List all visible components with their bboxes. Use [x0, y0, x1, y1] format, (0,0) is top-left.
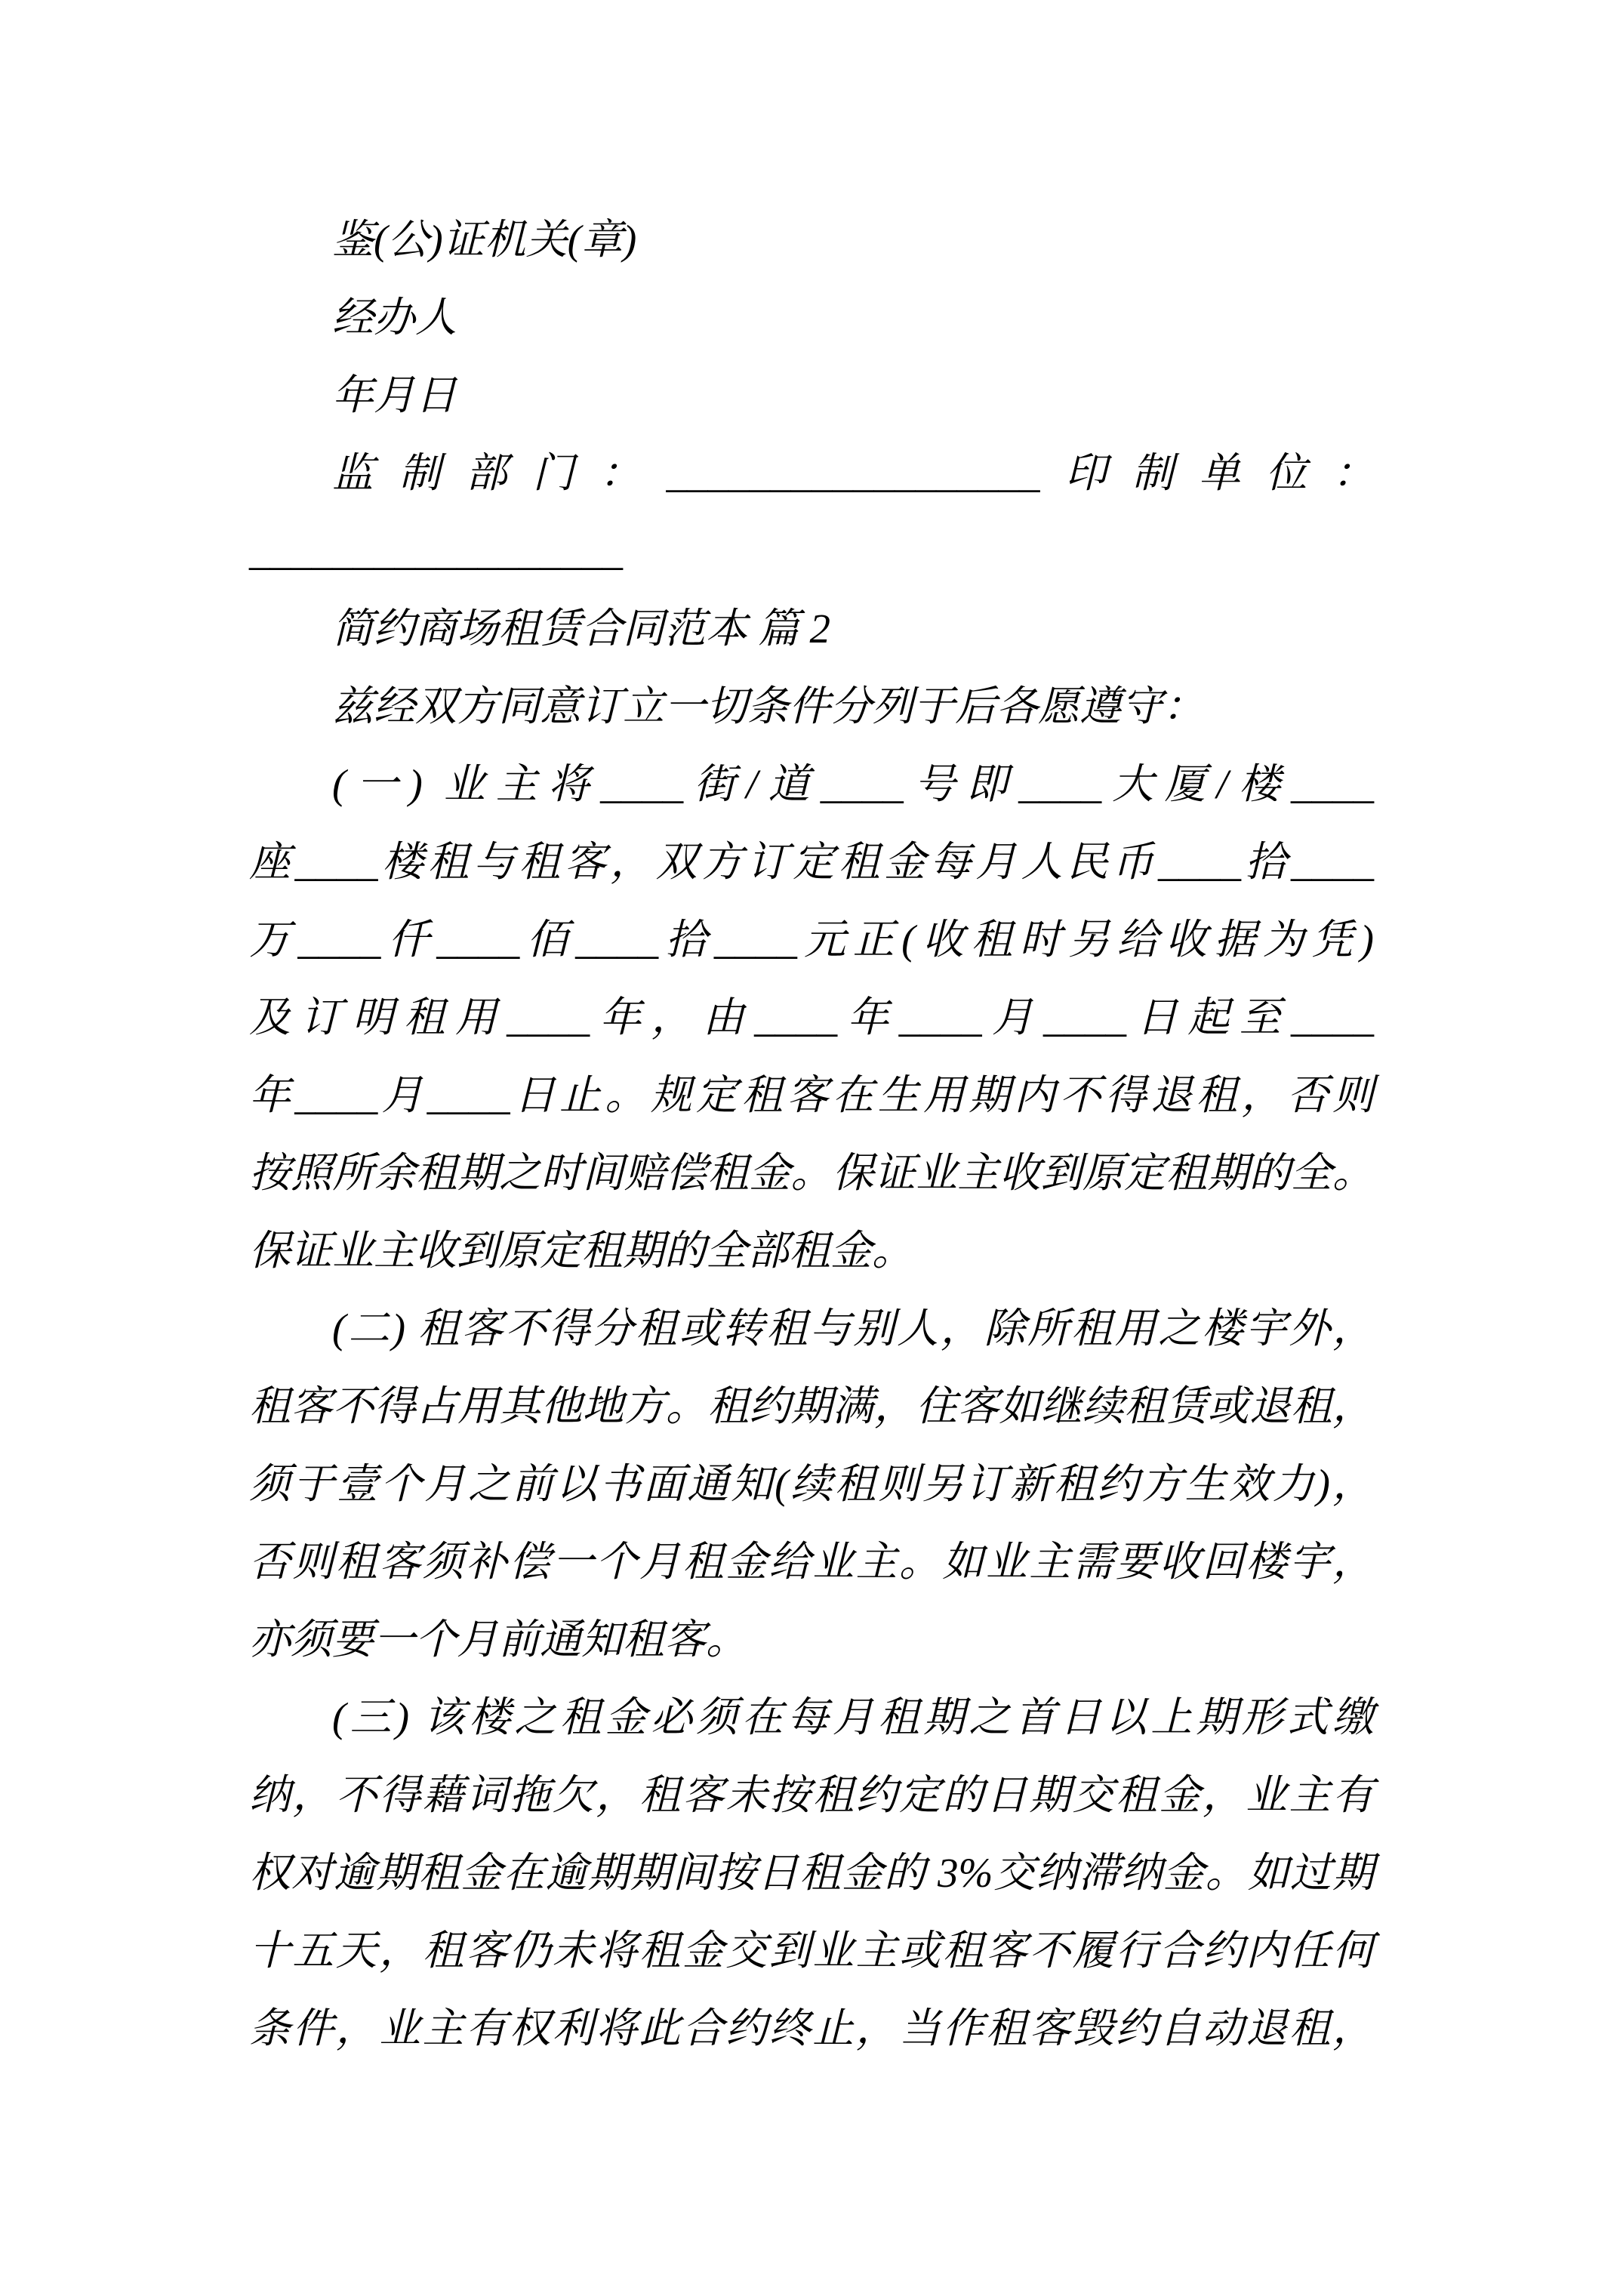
line-clause3-5: 条件，业主有权利将此合约终止，当作租客毁约自动退租， [249, 2005, 1374, 2051]
line-clause2-1: (二) 租客不得分租或转租与别人，除所租用之楼宇外， [332, 1305, 1374, 1351]
line-clause3-2: 纳，不得藉词拖欠，租客未按租约定的日期交租金，业主有 [249, 1772, 1374, 1818]
line-clause1-4: 及订明租用____年，由____年____月____日起至____ [249, 994, 1374, 1040]
line-clause2-4: 否则租客须补偿一个月租金给业主。如业主需要收回楼宇， [249, 1539, 1374, 1585]
line-clause2-5: 亦须要一个月前通知租客。 [249, 1616, 748, 1663]
line-intro: 兹经双方同意订立一切条件分列于后各愿遵守： [332, 683, 1205, 729]
line-clause1-7: 保证业主收到原定租期的全部租金。 [249, 1228, 914, 1274]
line-supervisor-printer: 监制部门：__________________印制单位： [332, 450, 1374, 496]
contract-document-body [249, 201, 1374, 2067]
line-clause2-2: 租客不得占用其他地方。租约期满，住客如继续租赁或退租， [249, 1383, 1374, 1429]
line-clause1-1: (一) 业主将____街/道____号即____大厦/楼____ [332, 761, 1374, 807]
line-date: 年月日 [332, 372, 457, 418]
line-clause3-1: (三) 该楼之租金必须在每月租期之首日以上期形式缴 [332, 1694, 1374, 1740]
line-template-title: 简约商场租赁合同范本 篇 2 [332, 606, 831, 652]
line-clause1-6: 按照所余租期之时间赔偿租金。保证业主收到原定租期的全。 [249, 1150, 1374, 1196]
line-blank-underline: __________________ [249, 528, 623, 574]
line-handler: 经办人 [332, 294, 457, 341]
line-clause1-2: 座____楼租与租客，双方订定租金每月人民币____拾____ [249, 839, 1374, 885]
line-seal-authority: 鉴(公)证机关(章) [332, 217, 637, 263]
line-clause3-3: 权对逾期租金在逾期期间按日租金的 3%交纳滞纳金。如过期 [249, 1850, 1374, 1896]
line-clause1-3: 万____仟____佰____拾____元正(收租时另给收据为凭) [249, 917, 1374, 963]
line-clause3-4: 十五天，租客仍未将租金交到业主或租客不履行合约内任何 [249, 1928, 1374, 1974]
line-clause1-5: 年____月____日止。规定租客在生用期内不得退租，否则 [249, 1072, 1374, 1118]
line-clause2-3: 须于壹个月之前以书面通知(续租则另订新租约方生效力)， [249, 1461, 1374, 1507]
